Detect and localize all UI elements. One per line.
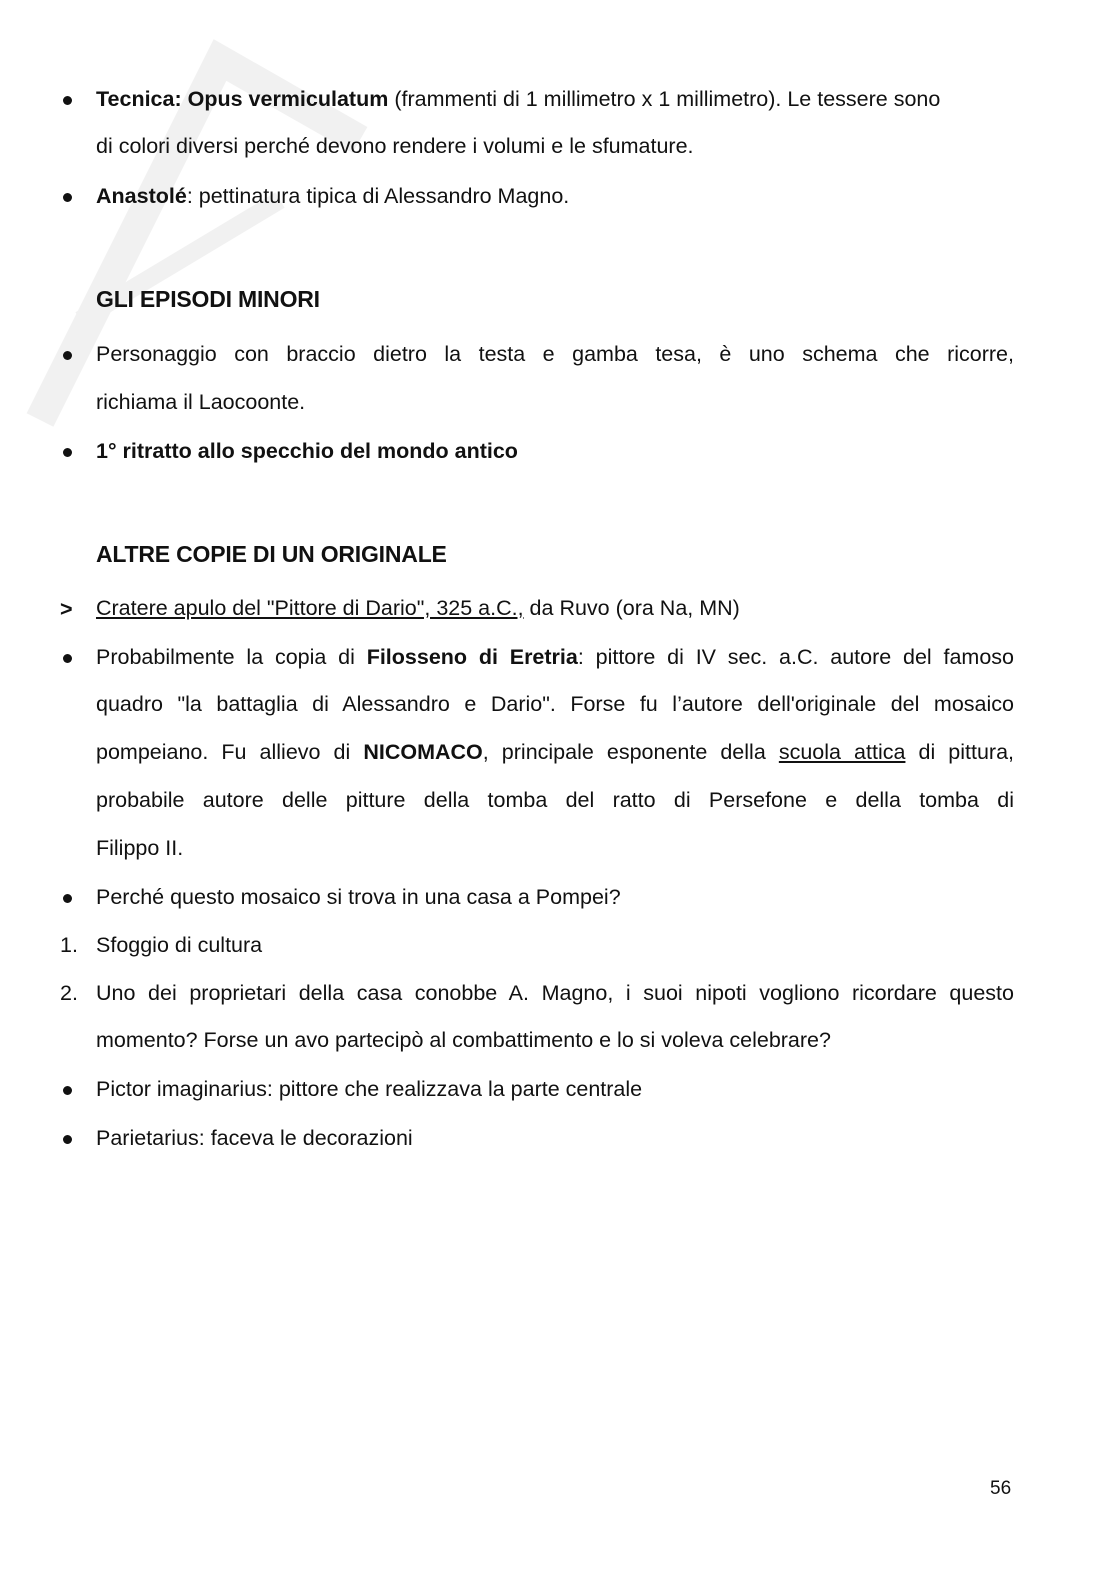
bullet-icon xyxy=(63,894,72,903)
bullet-item-parietarius: Parietarius: faceva le decorazioni xyxy=(96,1126,413,1150)
page-number: 56 xyxy=(990,1478,1012,1499)
number-marker: 2. xyxy=(60,981,78,1005)
bullet-text: : pettinatura tipica di Alessandro Magno. xyxy=(186,184,570,208)
arrow-item-cratere xyxy=(96,594,1014,622)
numbered-item-2: Uno dei proprietari della casa conobbe A. Magno, i suoi nipoti vogliono ricordare questo xyxy=(96,981,1014,1005)
bullet-icon xyxy=(63,351,72,360)
bullet-icon xyxy=(63,654,72,663)
section-heading-copie: ALTRE COPIE DI UN ORIGINALE xyxy=(96,541,447,567)
bold-label: Tecnica: Opus vermiculatum xyxy=(96,87,389,111)
bullet-item-pictor: Pictor imaginarius: pittore che realizzava la parte centrale xyxy=(96,1077,643,1101)
bold-name: NICOMACO xyxy=(363,740,483,764)
bullet-icon xyxy=(63,1086,72,1095)
bullet-continuation xyxy=(96,738,1014,766)
text-segment: , principale esponente della xyxy=(482,740,779,764)
bold-name: Filosseno di Eretria xyxy=(366,645,578,669)
bullet-item-anastole xyxy=(96,182,1014,210)
bullet-icon xyxy=(63,1135,72,1144)
bullet-item-filosseno xyxy=(96,643,1014,671)
numbered-continuation: momento? Forse un avo partecipò al combattimento e lo si voleva celebrare? xyxy=(96,1028,831,1052)
text-segment: pompeiano. Fu allievo di xyxy=(96,740,364,764)
bullet-icon xyxy=(63,193,72,202)
bullet-item-tecnica xyxy=(96,85,1014,113)
number-marker: 1. xyxy=(60,933,78,957)
bullet-icon xyxy=(63,448,72,457)
bullet-item-ritratto xyxy=(96,437,1014,465)
bold-text: 1° ritratto allo specchio del mondo antico xyxy=(96,439,518,463)
arrow-text: da Ruvo (ora Na, MN) xyxy=(523,596,740,620)
bullet-icon xyxy=(63,96,72,105)
bullet-text: (frammenti di 1 millimetro x 1 millimetro). Le tessere sono xyxy=(388,87,941,111)
bullet-item-personaggio: Personaggio con braccio dietro la testa e gamba tesa, è uno schema che ricorre, xyxy=(96,342,1014,366)
section-heading-episodi: GLI EPISODI MINORI xyxy=(96,286,320,312)
bold-label: Anastolé xyxy=(96,184,187,208)
bullet-continuation: probabile autore delle pitture della tomba del ratto di Persefone e della tomba di xyxy=(96,788,1014,812)
bullet-continuation: di colori diversi perché devono rendere i volumi e le sfumature. xyxy=(96,134,694,158)
bullet-continuation: richiama il Laocoonte. xyxy=(96,390,306,414)
underlined-term: scuola attica xyxy=(778,740,906,764)
text-segment: di pittura, xyxy=(905,740,1014,764)
numbered-item-1: Sfoggio di cultura xyxy=(96,933,263,957)
bullet-continuation: quadro "la battaglia di Alessandro e Dario". Forse fu l’autore dell'originale del mosaico xyxy=(96,692,1014,716)
underlined-reference: Cratere apulo del "Pittore di Dario", 325 a.C., xyxy=(96,596,524,620)
text-segment: Probabilmente la copia di xyxy=(96,645,367,669)
bullet-item-question: Perché questo mosaico si trova in una casa a Pompei? xyxy=(96,885,621,909)
watermark-graphic xyxy=(20,20,380,440)
bullet-continuation: Filippo II. xyxy=(96,836,184,860)
text-segment: : pittore di IV sec. a.C. autore del famoso xyxy=(577,645,1014,669)
arrow-marker: > xyxy=(60,597,73,621)
